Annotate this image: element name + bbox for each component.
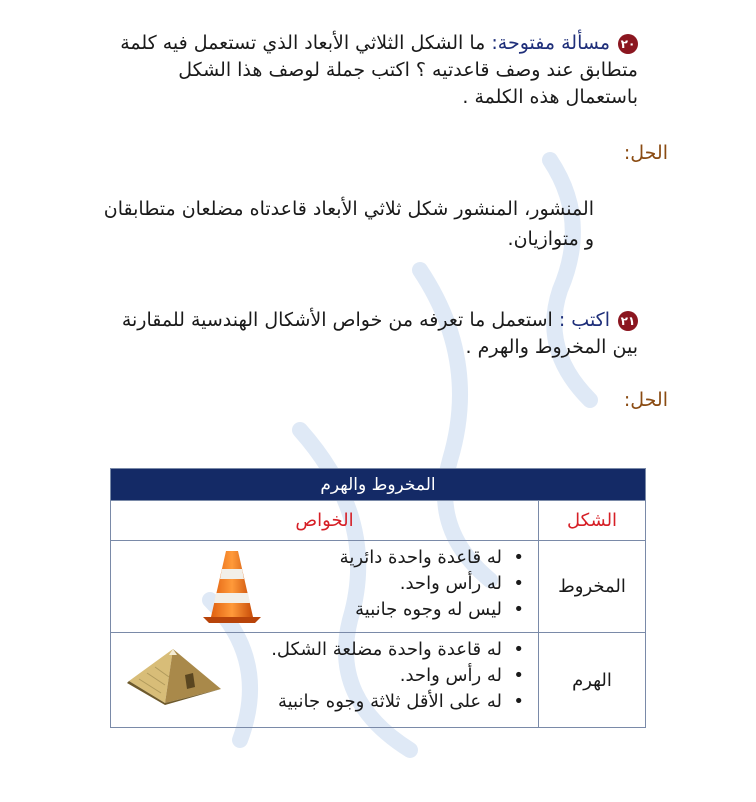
question-number-badge: ٢٠ [618,34,638,54]
table-row [111,633,646,728]
question-text: ما الشكل الثلاثي الأبعاد الذي تستعمل فيه كلمة متطابق عند وصف قاعدتيه ؟ اكتب جملة لوصف هذا الشكل باستعمال هذه الكلمة . [120,32,638,108]
question-text: استعمل ما تعرفه من خواص الأشكال الهندسية للمقارنة بين المخروط والهرم . [121,309,638,358]
question-label: مسألة مفتوحة: [491,32,610,54]
list-item: • له رأس واحد. [111,663,524,689]
question-number-badge: ٢١ [618,311,638,331]
table-title: المخروط والهرم [111,469,646,501]
pyramid-icon [125,645,225,707]
solution-label: الحل: [623,389,668,411]
traffic-cone-icon [199,547,265,627]
solution-label: الحل: [623,142,668,164]
comparison-table [110,468,646,728]
question-20 [118,30,638,111]
properties-list [111,545,538,623]
column-header-properties: الخواص [111,501,539,541]
question-21 [118,307,638,361]
question-label: اكتب : [558,309,610,331]
list-item: • له قاعدة واحدة مضلعة الشكل. [111,637,524,663]
list-item: • ليس له وجوه جانبية [111,597,524,623]
list-item: • له رأس واحد. [111,571,524,597]
table-row [111,541,646,633]
list-item: • له على الأقل ثلاثة وجوه جانبية [111,689,524,715]
list-item: • له قاعدة واحدة دائرية [111,545,524,571]
column-header-shape: الشكل [539,501,646,541]
shape-name: الهرم [539,633,646,728]
properties-cell [111,633,539,728]
properties-cell [111,541,539,633]
shape-name: المخروط [539,541,646,633]
answer-20: المنشور، المنشور شكل ثلاثي الأبعاد قاعدتاه مضلعان متطابقان و متوازيان. [103,198,594,250]
